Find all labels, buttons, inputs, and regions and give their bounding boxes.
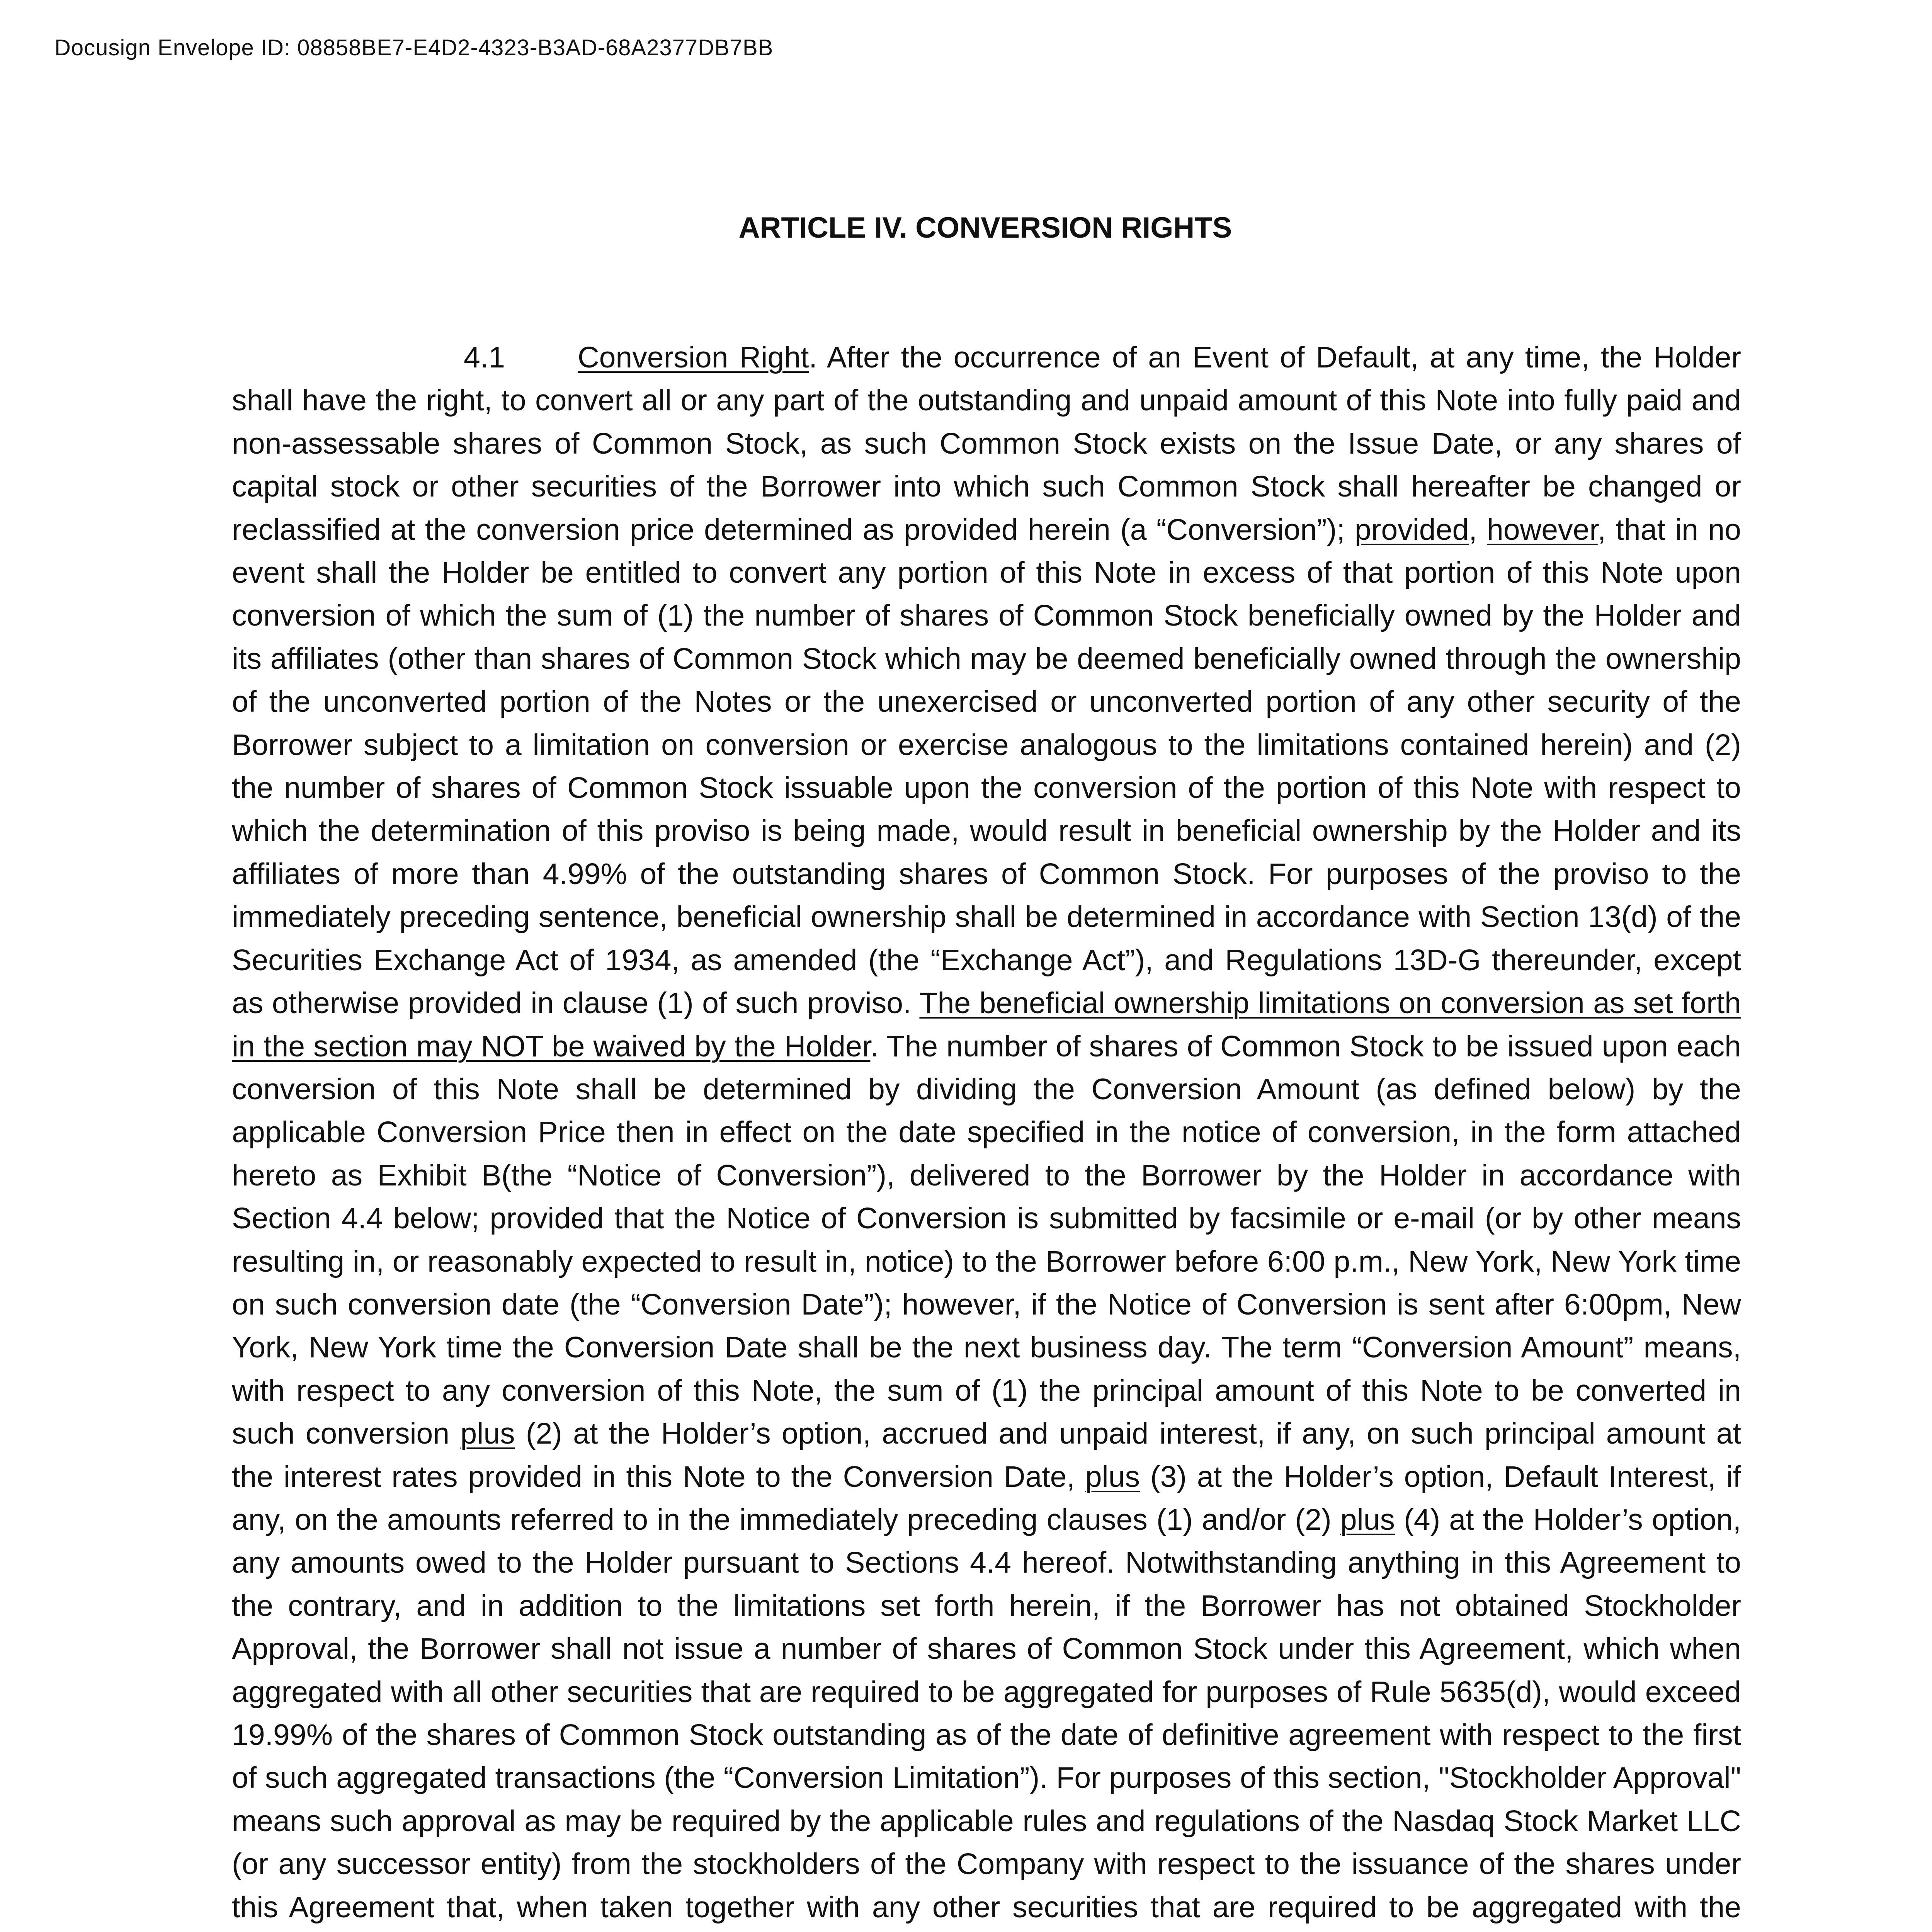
section-4-1-paragraph: [232, 336, 1741, 1932]
section-number: 4.1: [464, 341, 505, 374]
section-text-comma: ,: [1469, 513, 1487, 546]
section-text-3: . The number of shares of Common Stock to be issued upon each conversion of this Note shall be determined by dividing the Conversion Amount (as defined below) by the applicable Conversion Price then in effect on the date specified in the notice of conversion, in the form attached hereto as Exhibit B(the “Notice of Conversion”), delivered to the Borrower by the Holder in accordance with Section 4.4 below; provided that the Notice of Conversion is submitted by facsimile or e-mail (or by other means resulting in, or reasonably expected to result in, notice) to the Borrower before 6:00 p.m., New York, New York time on such conversion date (the “Conversion Date”); however, if the Notice of Conversion is sent after 6:00pm, New York, New York time the Conversion Date shall be the next business day. The term “Conversion Amount” means, with respect to any conversion of this Note, the sum of (1) the principal amount of this Note to be converted in such conversion: [232, 1029, 1741, 1451]
section-text-2: , that in no event shall the Holder be entitled to convert any portion of this Note in excess of that portion of this Note upon conversion of which the sum of (1) the number of shares of Common Stock beneficially owned by the Holder and its affiliates (other than shares of Common Stock which may be deemed beneficially owned through the ownership of the unconverted portion of the Notes or the unexercised or unconverted portion of any other security of the Borrower subject to a limitation on conversion or exercise analogous to the limitations contained herein) and (2) the number of shares of Common Stock issuable upon the conversion of the portion of this Note with respect to which the determination of this proviso is being made, would result in beneficial ownership by the Holder and its affiliates of more than 4.99% of the outstanding shares of Common Stock. For purposes of the proviso to the immediately preceding sentence, beneficial ownership shall be determined in accordance with Section 13(d) of the Securities Exchange Act of 1934, as amended (the “Exchange Act”), and Regulations 13D-G thereunder, except as otherwise provided in clause (1) of such proviso.: [232, 513, 1741, 1020]
article-title: ARTICLE IV. CONVERSION RIGHTS: [738, 211, 1232, 244]
however-term: however: [1486, 513, 1598, 546]
plus-term-3: plus: [1340, 1503, 1395, 1536]
section-text-6: (4) at the Holder’s option, any amounts owed to the Holder pursuant to Sections 4.4 hereof. Notwithstanding anything in this Agreement to the contrary, and in addition to the limitations set forth herein, if the Borrower has not obtained Stockholder Approval, the Borrower shall not issue a number of shares of Common Stock under this Agreement, which when aggregated with all other securities that are required to be aggregated for purposes of Rule 5635(d), would exceed 19.99% of the shares of Common Stock outstanding as of the date of definitive agreement with respect to the first of such aggregated transactions (the “Conversion Limitation”). For purposes of this section, "Stockholder Approval" means such approval as may be required by the applicable rules and regulations of the Nasdaq Stock Market LLC (or any successor entity) from the stockholders of the Company with respect to the issuance of the shares under this Agreement that, when taken together with any other securities that are required to be aggregated with the: [232, 1503, 1741, 1924]
section-text-1: . After the occurrence of an Event of Default, at any time, the Holder shall have the right, to convert all or any part of the outstanding and unpaid amount of this Note into fully paid and non-assessable shares of Common Stock, as such Common Stock exists on the Issue Date, or any shares of capital stock or other securities of the Borrower into which such Common Stock shall hereafter be changed or reclassified at the conversion price determined as provided herein (a “Conversion”);: [232, 341, 1741, 546]
plus-term-2: plus: [1085, 1460, 1140, 1493]
envelope-id: Docusign Envelope ID: 08858BE7-E4D2-4323-B3AD-68A2377DB7BB: [54, 35, 774, 60]
section-text-5: (3) at the Holder’s option, Default Interest, if any, on the amounts referred to in the immediately preceding clauses (1) and/or (2): [232, 1460, 1741, 1536]
provided-term: provided: [1354, 513, 1469, 546]
limitation-notice: The beneficial ownership limitations on conversion as set forth in the section may NOT be waived by the Holder: [232, 986, 1741, 1063]
section-text-4: (2) at the Holder’s option, accrued and unpaid interest, if any, on such principal amount at the interest rates provided in this Note to the Conversion Date,: [232, 1417, 1741, 1493]
section-heading: Conversion Right: [578, 341, 809, 374]
plus-term-1: plus: [460, 1417, 515, 1451]
